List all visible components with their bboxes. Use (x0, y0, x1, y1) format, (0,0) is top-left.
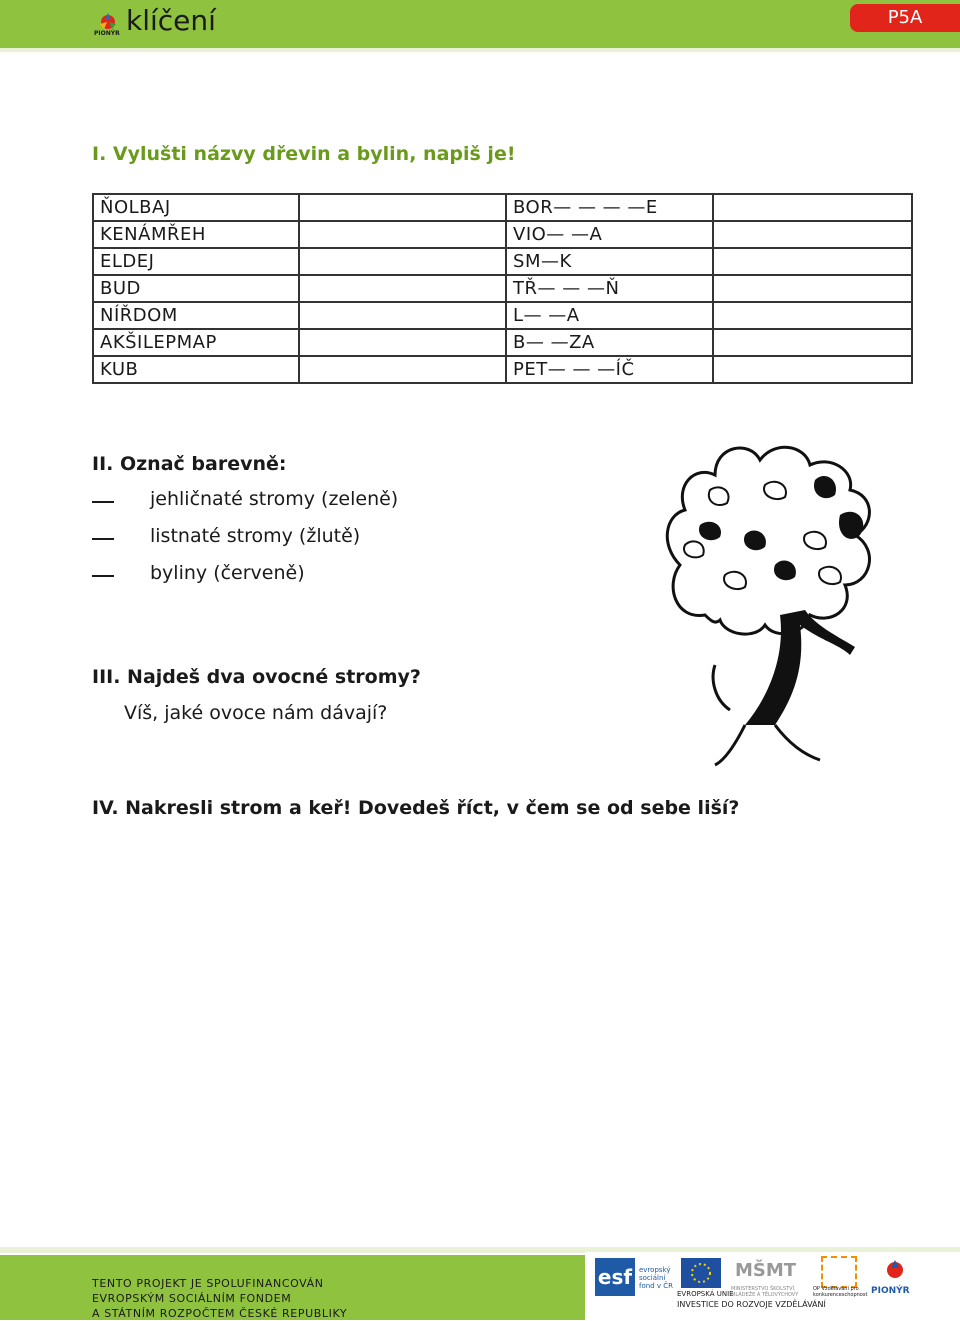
logo-subtitle: PIONÝR (94, 30, 120, 37)
section-2-title: II. Označ barevně: (92, 453, 287, 475)
hint-cell: B— —ZA (506, 329, 713, 356)
answer-cell[interactable] (299, 356, 507, 383)
scramble-cell: BUD (93, 275, 299, 302)
answer-cell[interactable] (299, 221, 507, 248)
answer-cell[interactable] (299, 275, 507, 302)
eu-flag-icon (681, 1258, 721, 1288)
hint-cell: SM—K (506, 248, 713, 275)
answer-cell[interactable] (713, 248, 912, 275)
table-row (93, 248, 912, 275)
msmt-logo-icon: MŠMT (735, 1260, 797, 1281)
hint-cell: VIO— —A (506, 221, 713, 248)
brand-name: klíčení (126, 4, 216, 37)
footer-line: TENTO PROJEKT JE SPOLUFINANCOVÁN (92, 1277, 324, 1290)
hint-cell: L— —A (506, 302, 713, 329)
sponsor-logos (585, 1252, 960, 1320)
answer-cell[interactable] (713, 302, 912, 329)
hint-cell: TŘ— — —Ň (506, 275, 713, 302)
answer-cell[interactable] (299, 329, 507, 356)
section-4-title: IV. Nakresli strom a keř! Dovedeš říct, v čem se od sebe liší? (92, 797, 740, 819)
answer-cell[interactable] (299, 302, 507, 329)
scramble-cell: ŇOLBAJ (93, 194, 299, 221)
answer-cell[interactable] (713, 221, 912, 248)
dash-icon (92, 575, 114, 577)
section-1-title: I. Vylušti názvy dřevin a bylin, napiš je! (92, 143, 516, 165)
tree-illustration (655, 425, 890, 770)
hint-cell: BOR— — — —E (506, 194, 713, 221)
answer-cell[interactable] (713, 194, 912, 221)
esf-logo-icon: esf (595, 1258, 635, 1296)
table-row (93, 329, 912, 356)
table-row (93, 221, 912, 248)
scramble-cell: KUB (93, 356, 299, 383)
list-item-text: jehličnaté stromy (zeleně) (150, 488, 399, 510)
worksheet-code: P5A (850, 4, 960, 32)
dash-icon (92, 501, 114, 503)
section-3-subtitle: Víš, jaké ovoce nám dávají? (124, 702, 388, 724)
footer-funding-text (92, 1276, 347, 1321)
scramble-cell: KENÁMŘEH (93, 221, 299, 248)
section-3-title: III. Najdeš dva ovocné stromy? (92, 666, 421, 688)
table-row (93, 275, 912, 302)
answer-cell[interactable] (713, 356, 912, 383)
answer-cell[interactable] (299, 248, 507, 275)
scramble-cell: ELDEJ (93, 248, 299, 275)
scramble-cell: NÍŘDOM (93, 302, 299, 329)
list-item-text: byliny (červeně) (150, 562, 305, 584)
answer-cell[interactable] (713, 329, 912, 356)
hint-cell: PET— — —ÍČ (506, 356, 713, 383)
table-row (93, 302, 912, 329)
footer-line: A STÁTNÍM ROZPOČTEM ČESKÉ REPUBLIKY (92, 1307, 348, 1320)
esf-label: evropský sociální fond v ČR (639, 1266, 673, 1290)
eu-label: EVROPSKÁ UNIE (677, 1290, 734, 1298)
list-item-text: listnaté stromy (žlutě) (150, 525, 361, 547)
pionyr-logo-icon (881, 1256, 909, 1284)
scramble-cell: AKŠILEPMAP (93, 329, 299, 356)
table-row (93, 194, 912, 221)
klic-logo (94, 6, 244, 44)
msmt-label: MINISTERSTVO ŠKOLSTVÍ, MLÁDEŽE A TĚLOVÝCHOVY (731, 1286, 799, 1298)
answer-cell[interactable] (713, 275, 912, 302)
top-bar-shade (0, 48, 960, 52)
op-label: OP Vzdělávání pro konkurenceschopnost (813, 1286, 868, 1298)
pionyr-label: PIONÝR (871, 1286, 910, 1296)
word-puzzle-table (92, 193, 913, 384)
footer-line: EVROPSKÝM SOCIÁLNÍM FONDEM (92, 1292, 292, 1305)
table-row (93, 356, 912, 383)
slogan: INVESTICE DO ROZVOJE VZDĚLÁVÁNÍ (677, 1300, 826, 1309)
op-logo-icon (821, 1256, 857, 1288)
dash-icon (92, 538, 114, 540)
answer-cell[interactable] (299, 194, 507, 221)
